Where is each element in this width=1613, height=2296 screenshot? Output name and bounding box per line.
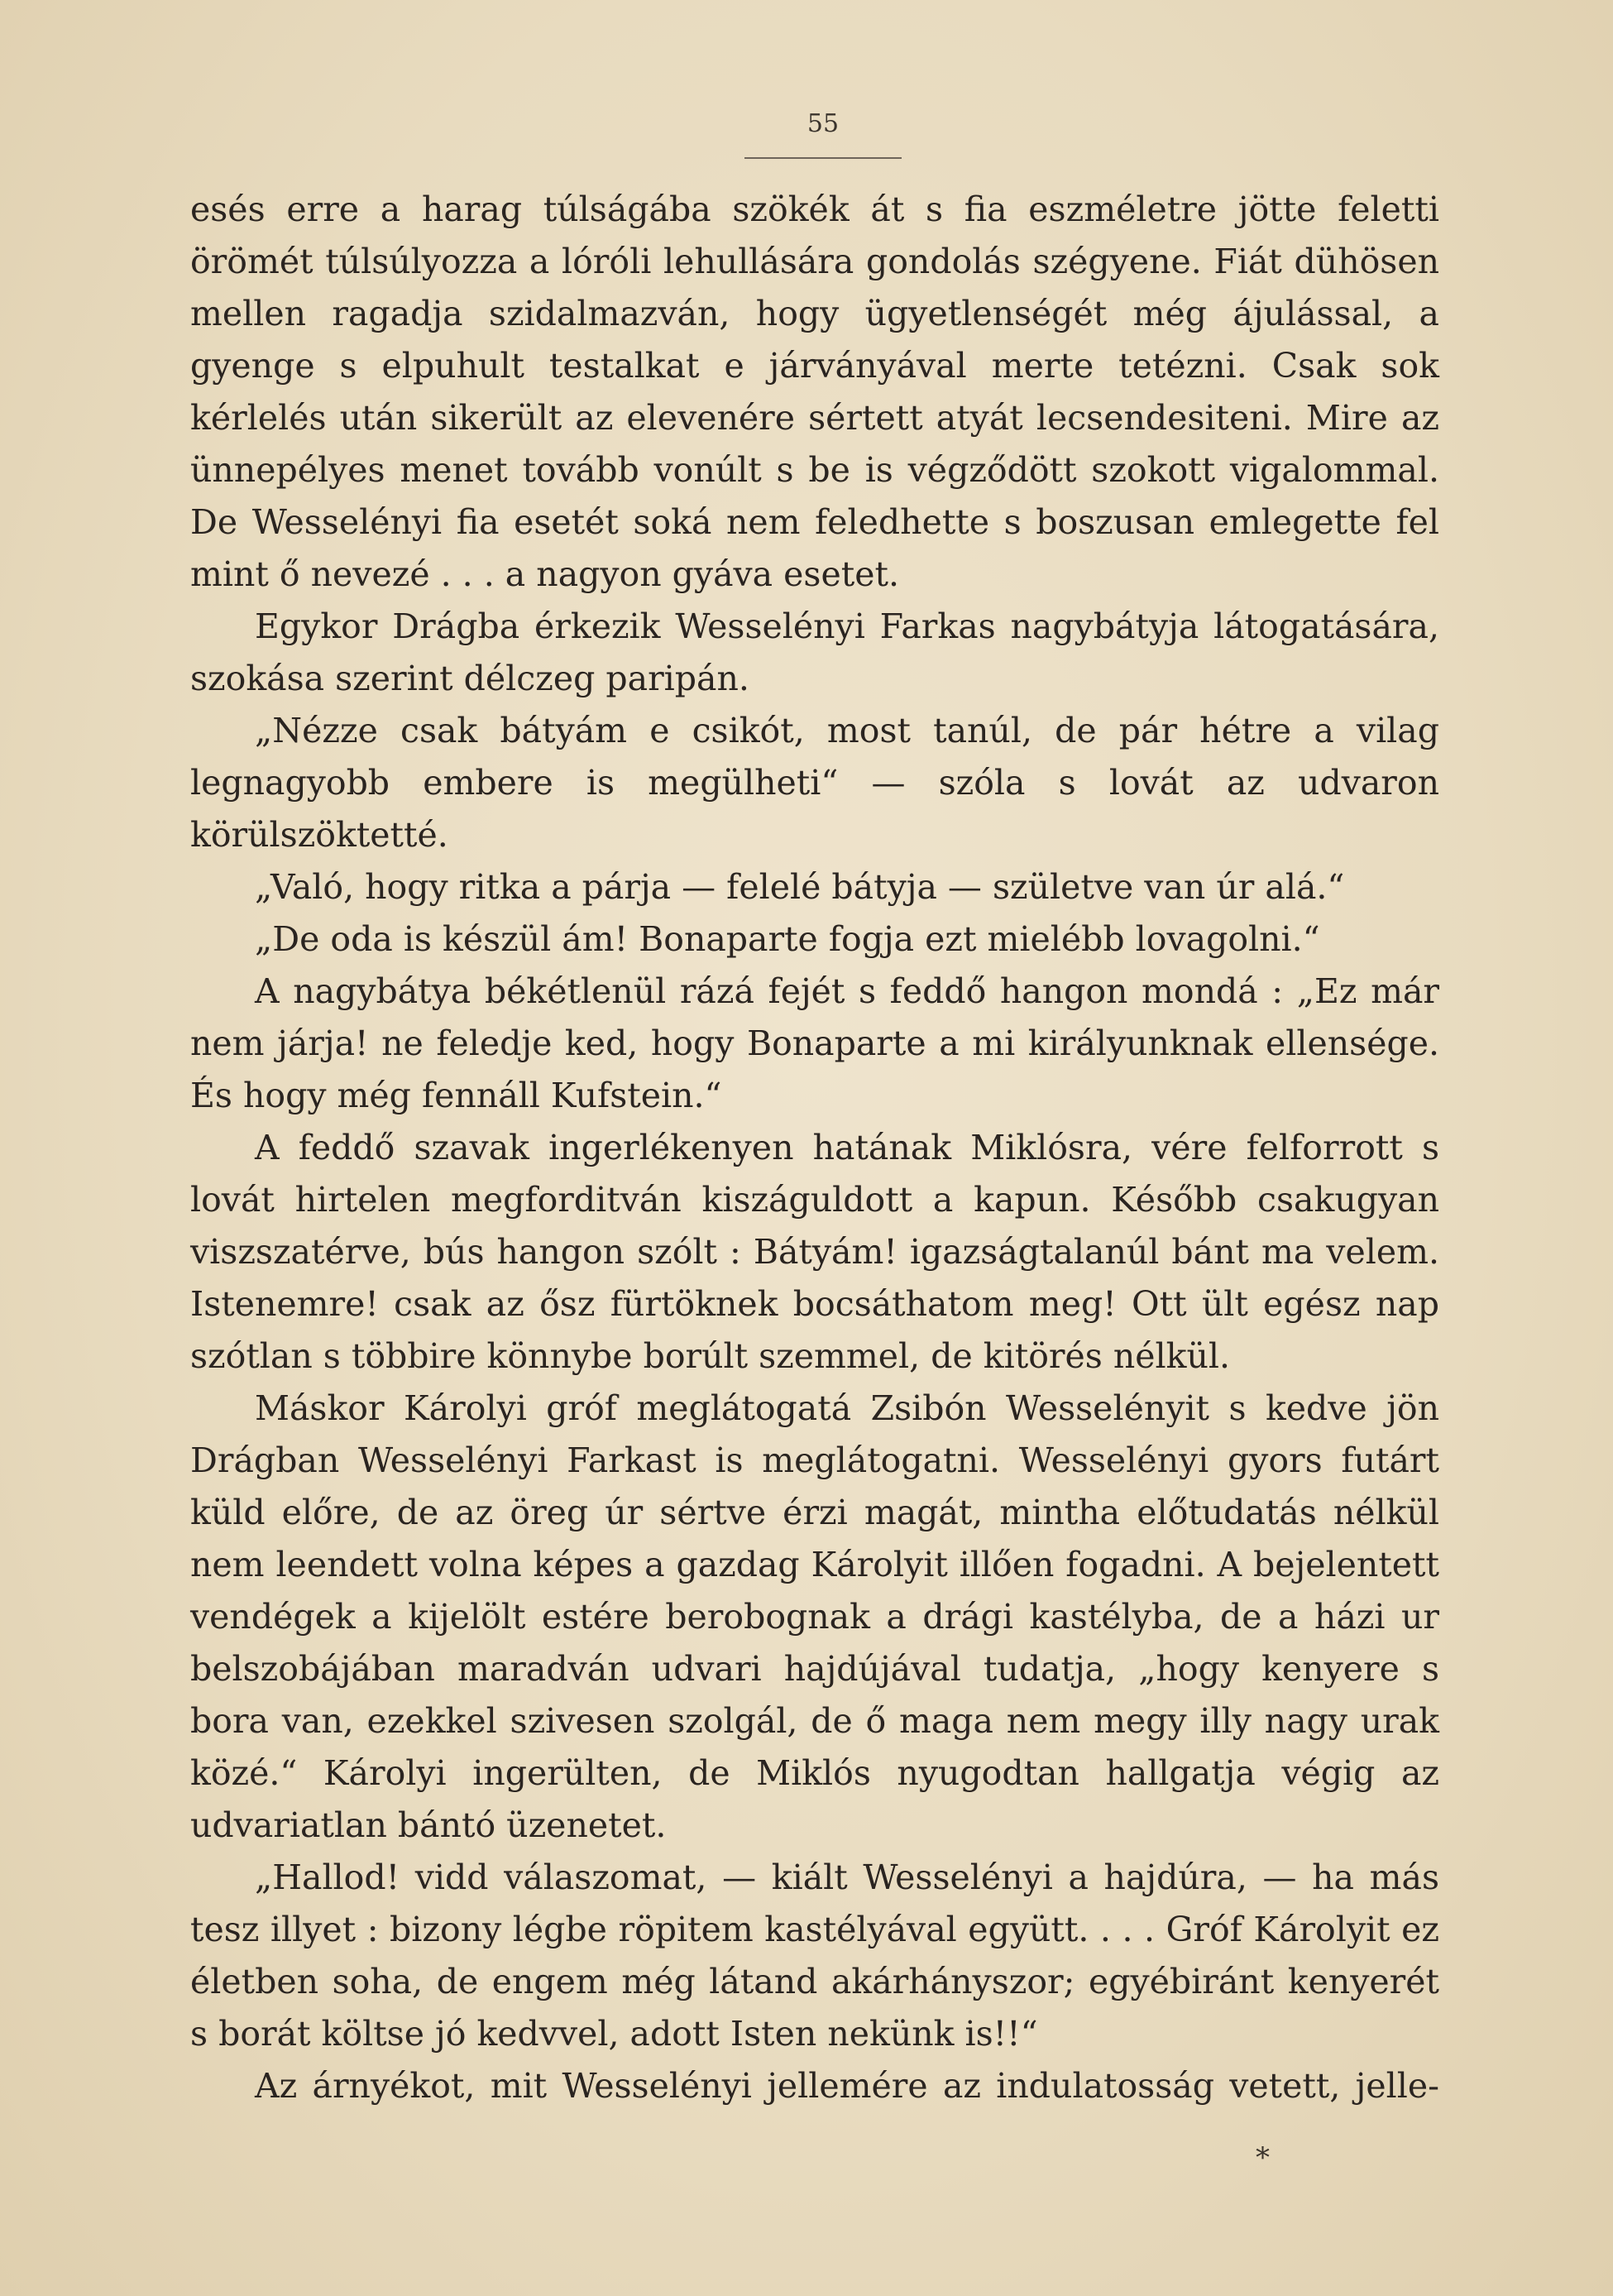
paragraph: „Nézze csak bátyám e csikót, most tanúl, de pár hétre a vilag legnagyobb embere is megülheti“ — szóla s lovát az udvaron körülszöktetté.: [190, 711, 1439, 855]
page-number-rule: [744, 157, 902, 159]
paragraph: Máskor Károlyi gróf meglátogatá Zsibón Wesselényit s kedve jön Drágban Wesselényi Farkast is meglátogatni. Wesselényi gyors futárt küld előre, de az öreg úr sértve érzi magát, mintha előtudatás nélkül nem leendett volna képes a gazdag Károlyit illően fogadni. A bejelentett vendégek a kijelölt estére berobognak a drági kastélyba, de a házi ur belszobájában maradván udvari hajdújával tudatja, „hogy kenyere s bora van, ezekkel szivesen szolgál, de ő maga nem megy illy nagy urak közé.“ Károlyi ingerülten, de Miklós nyugodtan hallgatja végig az udvariatlan bántó üzenetet.: [190, 1388, 1439, 1845]
paragraph: Az árnyékot, mit Wesselényi jellemére az indulatosság vetett, jelle-: [255, 2066, 1439, 2106]
paragraph: esés erre a harag túlságába szökék át s fia eszméletre jötte feletti örömét túlsúlyozza a lóróli lehullására gondolás szégyene. Fiát dühösen mellen ragadja szidalmazván, hogy ügyetlenségét még ájulással, a gyenge s elpuhult testalkat e járványával merte tetézni. Csak sok kérlelés után sikerült az elevenére sértett atyát lecsendesiteni. Mire az ünnepélyes menet tovább vonúlt s be is végződött szokott vigalommal. De Wesselényi fia esetét soká nem feledhette s boszusan emlegette fel mint ő nevezé . . . a nagyon gyáva esetet.: [190, 189, 1439, 594]
paragraph: Egykor Drágba érkezik Wesselényi Farkas nagybátyja látogatására, szokása szerint délczeg paripán.: [190, 606, 1439, 698]
paragraph: „Hallod! vidd válaszomat, — kiált Wesselényi a hajdúra, — ha más tesz illyet : bizony légbe röpitem kastélyával együtt. . . . Gróf Károlyit ez életben soha, de engem még látand akárhányszor; egyébiránt kenyerét s borát költse jó kedvvel, adott Isten nekünk is!!“: [190, 1857, 1439, 2054]
signature-mark: *: [1256, 2141, 1270, 2174]
paragraph: A feddő szavak ingerlékenyen hatának Miklósra, vére felforrott s lovát hirtelen megforditván kiszáguldott a kapun. Később csakugyan viszszatérve, bús hangon szólt : Bátyám! igazságtalanúl bánt ma velem. Istenemre! csak az ősz fürtöknek bocsáthatom meg! Ott ült egész nap szótlan s többire könnybe borúlt szemmel, de kitörés nélkül.: [190, 1128, 1439, 1376]
paragraph: „De oda is készül ám! Bonaparte fogja ezt mielébb lovagolni.“: [255, 919, 1320, 959]
page-number: 55: [806, 109, 840, 138]
paragraph: „Való, hogy ritka a párja — felelé bátyja — születve van úr alá.“: [255, 867, 1345, 907]
body-text: [190, 184, 1439, 2112]
paragraph: A nagybátya békétlenül rázá fejét s feddő hangon mondá : „Ez már nem járja! ne feledje ked, hogy Bonaparte a mi királyunknak ellensége. És hogy még fennáll Kufstein.“: [190, 971, 1439, 1115]
